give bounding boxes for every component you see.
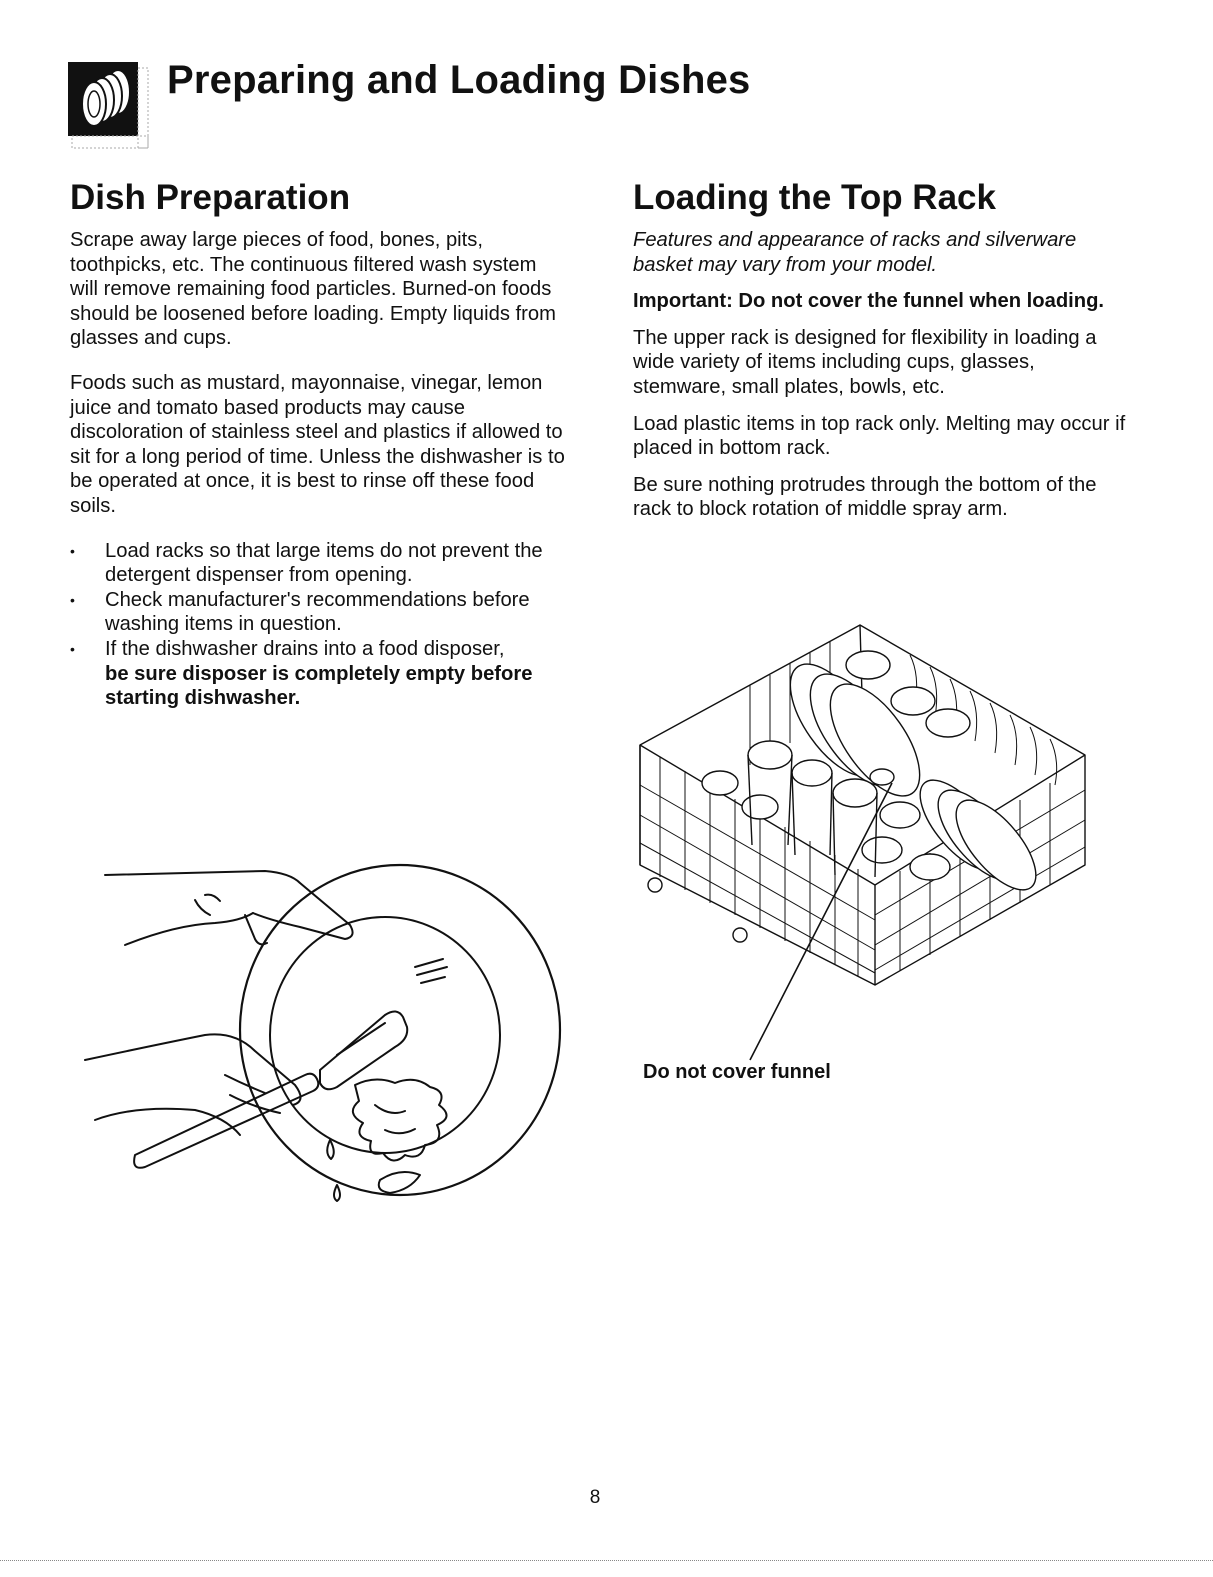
bullet-item xyxy=(70,539,570,588)
footer-divider xyxy=(0,1560,1213,1561)
top-rack-heading: Loading the Top Rack xyxy=(633,178,996,217)
important-note: Important: Do not cover the funnel when loading. xyxy=(633,290,1105,313)
stacked-dishes-icon xyxy=(68,62,150,152)
page-number: 8 xyxy=(589,1487,601,1508)
bullet-text: Load racks so that large items do not prevent the detergent dispenser from opening. xyxy=(105,539,543,587)
model-variation-note: Features and appearance of racks and silverware basket may vary from your model. xyxy=(633,229,1077,276)
dish-preparation-paragraph-1: Scrape away large pieces of food, bones, pits, toothpicks, etc. The continuous filtered wash system will remove remaining food particles. Burned-on foods should be loosened before loading. Empty liquids from glasses and cups. xyxy=(70,229,556,350)
bullet-item xyxy=(70,588,570,637)
bullet-text: Check manufacturer's recommendations before washing items in question. xyxy=(105,588,530,636)
dish-preparation-section xyxy=(70,178,570,711)
top-rack-section xyxy=(633,178,1133,534)
top-rack-paragraph-2: Load plastic items in top rack only. Melting may occur if placed in bottom rack. xyxy=(633,412,1126,460)
bullet-text: If the dishwasher drains into a food disposer, xyxy=(105,637,505,660)
dish-preparation-paragraph-2: Foods such as mustard, mayonnaise, vinegar, lemon juice and tomato based products may cause discoloration of stainless steel and plastics if allowed to sit for a long period of time. Unless the dishwasher is to be operated at once, it is best to rinse off these food soils. xyxy=(70,371,565,517)
top-rack-illustration xyxy=(630,615,1120,1065)
dish-preparation-heading: Dish Preparation xyxy=(70,178,351,217)
funnel-callout: Do not cover funnel xyxy=(643,1061,831,1083)
bullet-bold-warning: be sure disposer is completely empty before starting dishwasher. xyxy=(105,662,533,710)
dish-preparation-bullets xyxy=(70,539,570,711)
scraping-plate-illustration xyxy=(75,855,575,1215)
top-rack-paragraph-1: The upper rack is designed for flexibility in loading a wide variety of items including cups, glasses, stemware, small plates, bowls, etc. xyxy=(633,326,1097,398)
page-title: Preparing and Loading Dishes xyxy=(167,58,751,102)
top-rack-paragraph-3: Be sure nothing protrudes through the bottom of the rack to block rotation of middle spray arm. xyxy=(633,473,1097,521)
bullet-item xyxy=(70,637,570,711)
